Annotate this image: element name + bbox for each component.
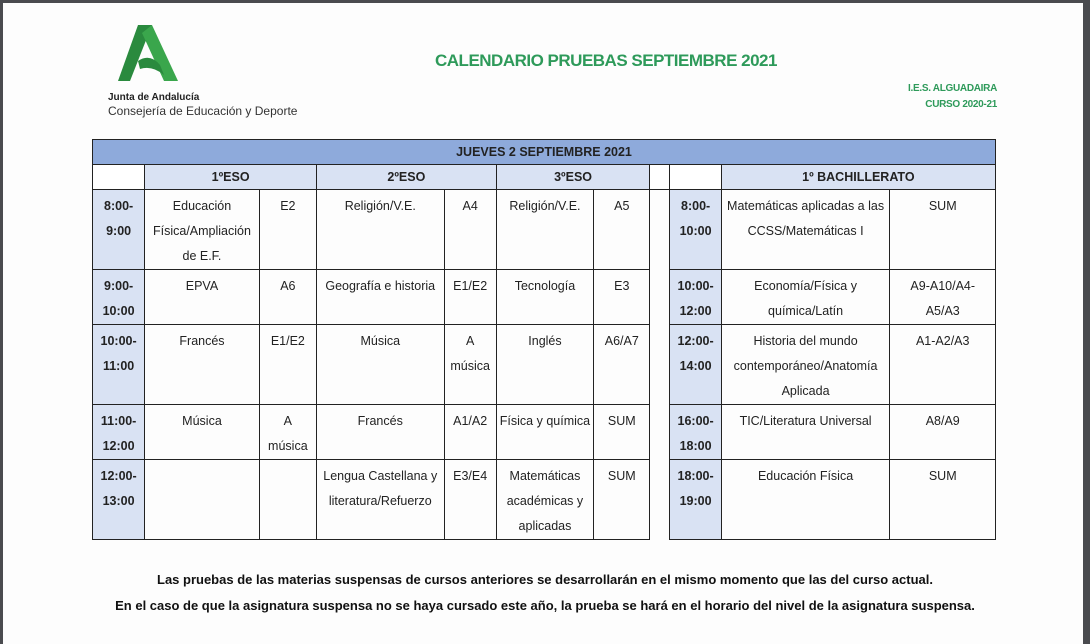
time-slot: 18:00- 19:00 — [670, 460, 721, 540]
level-header-1bach: 1º BACHILLERATO — [721, 165, 995, 190]
time-slot: 10:00- 11:00 — [93, 325, 145, 405]
table-row — [93, 460, 996, 540]
table-row — [93, 405, 996, 460]
gap-cell — [650, 325, 670, 405]
room-cell: SUM — [890, 460, 996, 540]
subject-cell: Religión/V.E. — [496, 190, 593, 270]
course-year: CURSO 2020-21 — [925, 99, 997, 110]
subject-cell: Educación Física — [721, 460, 890, 540]
time-slot: 11:00- 12:00 — [93, 405, 145, 460]
room-cell: SUM — [594, 405, 650, 460]
room-cell: A música — [444, 325, 496, 405]
subject-cell: Educación Física/Ampliación de E.F. — [145, 190, 260, 270]
table-row — [93, 325, 996, 405]
subject-cell: EPVA — [145, 270, 260, 325]
gap-cell — [650, 460, 670, 540]
room-cell: SUM — [890, 190, 996, 270]
subject-cell: Geografía e historia — [316, 270, 444, 325]
room-cell: E1/E2 — [444, 270, 496, 325]
subject-cell: Francés — [145, 325, 260, 405]
room-cell: A4 — [444, 190, 496, 270]
time-slot: 12:00- 13:00 — [93, 460, 145, 540]
room-cell: A5 — [594, 190, 650, 270]
room-cell: A8/A9 — [890, 405, 996, 460]
room-cell: E1/E2 — [259, 325, 316, 405]
time-slot: 9:00- 10:00 — [93, 270, 145, 325]
subject-cell: Matemáticas aplicadas a las CCSS/Matemáticas I — [721, 190, 890, 270]
subject-cell: Tecnología — [496, 270, 593, 325]
table-row — [93, 190, 996, 270]
subject-cell: Física y química — [496, 405, 593, 460]
subject-cell: Música — [316, 325, 444, 405]
room-cell: E3/E4 — [444, 460, 496, 540]
document-page — [3, 3, 1083, 644]
subject-cell: Historia del mundo contemporáneo/Anatomía Aplicada — [721, 325, 890, 405]
room-cell: A1-A2/A3 — [890, 325, 996, 405]
subject-cell: Religión/V.E. — [316, 190, 444, 270]
subject-cell: Matemáticas académicas y aplicadas — [496, 460, 593, 540]
time-slot: 10:00- 12:00 — [670, 270, 721, 325]
subject-cell: Lengua Castellana y literatura/Refuerzo — [316, 460, 444, 540]
subject-cell: Economía/Física y química/Latín — [721, 270, 890, 325]
gap-cell — [650, 405, 670, 460]
room-cell: E2 — [259, 190, 316, 270]
subject-cell: Francés — [316, 405, 444, 460]
school-name: I.E.S. ALGUADAIRA — [908, 83, 997, 94]
gap-cell — [650, 165, 670, 190]
exam-schedule-table — [92, 139, 996, 540]
gap-cell — [650, 270, 670, 325]
table-row — [93, 270, 996, 325]
subject-cell: Música — [145, 405, 260, 460]
level-header-3eso: 3ºESO — [496, 165, 650, 190]
subject-cell — [145, 460, 260, 540]
level-header-2eso: 2ºESO — [316, 165, 496, 190]
level-header-1eso: 1ºESO — [145, 165, 317, 190]
room-cell: A6/A7 — [594, 325, 650, 405]
junta-andalucia-logo-icon — [116, 23, 178, 83]
room-cell — [259, 460, 316, 540]
time-header-bach — [670, 165, 721, 190]
room-cell: A música — [259, 405, 316, 460]
subject-cell: TIC/Literatura Universal — [721, 405, 890, 460]
gap-cell — [650, 190, 670, 270]
footnote-1: Las pruebas de las materias suspensas de cursos anteriores se desarrollarán en el mismo momento que las del curso actual. — [157, 572, 933, 587]
time-slot: 8:00- 10:00 — [670, 190, 721, 270]
room-cell: A9-A10/A4- A5/A3 — [890, 270, 996, 325]
room-cell: A6 — [259, 270, 316, 325]
org-name: Junta de Andalucía — [108, 92, 200, 103]
page-title: CALENDARIO PRUEBAS SEPTIEMBRE 2021 — [435, 51, 777, 70]
footnote-2: En el caso de que la asignatura suspensa no se haya cursado este año, la prueba se hará en el horario del nivel de la asignatura suspensa. — [115, 598, 975, 613]
day-header: JUEVES 2 SEPTIEMBRE 2021 — [93, 140, 996, 165]
org-department: Consejería de Educación y Deporte — [108, 104, 298, 118]
room-cell: A1/A2 — [444, 405, 496, 460]
time-slot: 12:00- 14:00 — [670, 325, 721, 405]
time-slot: 16:00- 18:00 — [670, 405, 721, 460]
subject-cell: Inglés — [496, 325, 593, 405]
room-cell: E3 — [594, 270, 650, 325]
room-cell: SUM — [594, 460, 650, 540]
time-slot: 8:00- 9:00 — [93, 190, 145, 270]
time-header — [93, 165, 145, 190]
